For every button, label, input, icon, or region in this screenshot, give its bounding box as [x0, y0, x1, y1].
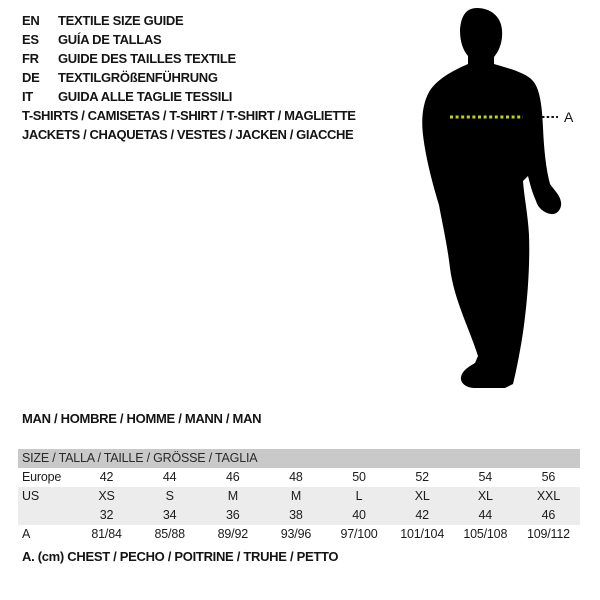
size-cell: 38	[289, 508, 303, 522]
row-label: A	[22, 527, 31, 541]
size-cell: 85/88	[154, 527, 185, 541]
language-row-es	[22, 30, 236, 49]
language-code: ES	[22, 32, 39, 47]
size-cell: 44	[162, 470, 177, 484]
language-label: TEXTILE SIZE GUIDE	[58, 13, 184, 28]
size-cell: 40	[352, 508, 366, 522]
size-cell: 56	[541, 470, 556, 484]
size-cell: XL	[477, 489, 493, 503]
size-cell: S	[165, 489, 174, 503]
category-line-tshirts: T-SHIRTS / CAMISETAS / T-SHIRT / T-SHIRT / MAGLIETTE	[22, 108, 356, 123]
language-code: EN	[22, 13, 40, 28]
size-cell: 36	[226, 508, 240, 522]
size-cell: 46	[226, 470, 240, 484]
size-cell: 34	[162, 508, 177, 522]
table-row-us	[18, 487, 580, 506]
measure-label-a: A	[564, 109, 574, 125]
size-table-header: SIZE / TALLA / TAILLE / GRÖSSE / TAGLIA	[18, 449, 580, 468]
size-cell: XS	[98, 489, 115, 503]
size-cell: 42	[415, 508, 429, 522]
row-label	[18, 506, 75, 525]
language-code: DE	[22, 70, 40, 85]
size-cell: L	[355, 489, 363, 503]
garment-categories	[22, 106, 356, 144]
language-label: TEXTILGRÖßENFÜHRUNG	[58, 70, 218, 85]
measurement-figure	[380, 0, 595, 400]
language-row-en	[22, 11, 236, 30]
size-cell: 44	[478, 508, 493, 522]
size-cell: 89/92	[217, 527, 248, 541]
size-cell: M	[227, 489, 238, 503]
language-label: GUÍA DE TALLAS	[58, 32, 162, 47]
size-cell: 52	[415, 470, 429, 484]
size-cell: 97/100	[340, 527, 378, 541]
language-row-de	[22, 68, 236, 87]
language-row-it	[22, 87, 236, 106]
size-cell: M	[290, 489, 302, 503]
man-silhouette	[422, 8, 561, 388]
language-row-fr	[22, 49, 236, 68]
size-cell: 81/84	[91, 527, 122, 541]
size-cell: XL	[414, 489, 430, 503]
language-label: GUIDE DES TAILLES TEXTILE	[58, 51, 236, 66]
language-code: FR	[22, 51, 39, 66]
size-cell: 105/108	[463, 527, 508, 541]
size-cell: 50	[352, 470, 366, 484]
language-code: IT	[22, 89, 33, 104]
section-label-man: MAN / HOMBRE / HOMME / MANN / MAN	[22, 411, 262, 426]
chest-footnote: A. (cm) CHEST / PECHO / POITRINE / TRUHE / PETTO	[22, 549, 339, 564]
size-cell: 42	[99, 470, 114, 484]
size-cell: 32	[99, 508, 114, 522]
table-row-europe	[18, 468, 580, 487]
category-line-jackets: JACKETS / CHAQUETAS / VESTES / JACKEN / GIACCHE	[22, 127, 354, 142]
size-cell: XXL	[536, 489, 560, 503]
size-table	[18, 449, 580, 544]
size-cell: 46	[541, 508, 556, 522]
row-label: Europe	[22, 470, 62, 484]
size-cell: 101/104	[400, 527, 445, 541]
table-row-chest-cm	[18, 525, 580, 544]
row-label: US	[22, 489, 39, 503]
table-row-us-numeric	[18, 506, 580, 525]
size-cell: 48	[289, 470, 303, 484]
language-label: GUIDA ALLE TAGLIE TESSILI	[58, 89, 233, 104]
man-silhouette-figure	[380, 0, 595, 400]
size-cell: 109/112	[527, 527, 570, 541]
size-cell: 54	[478, 470, 493, 484]
size-cell: 93/96	[280, 527, 312, 541]
language-list	[22, 11, 236, 106]
